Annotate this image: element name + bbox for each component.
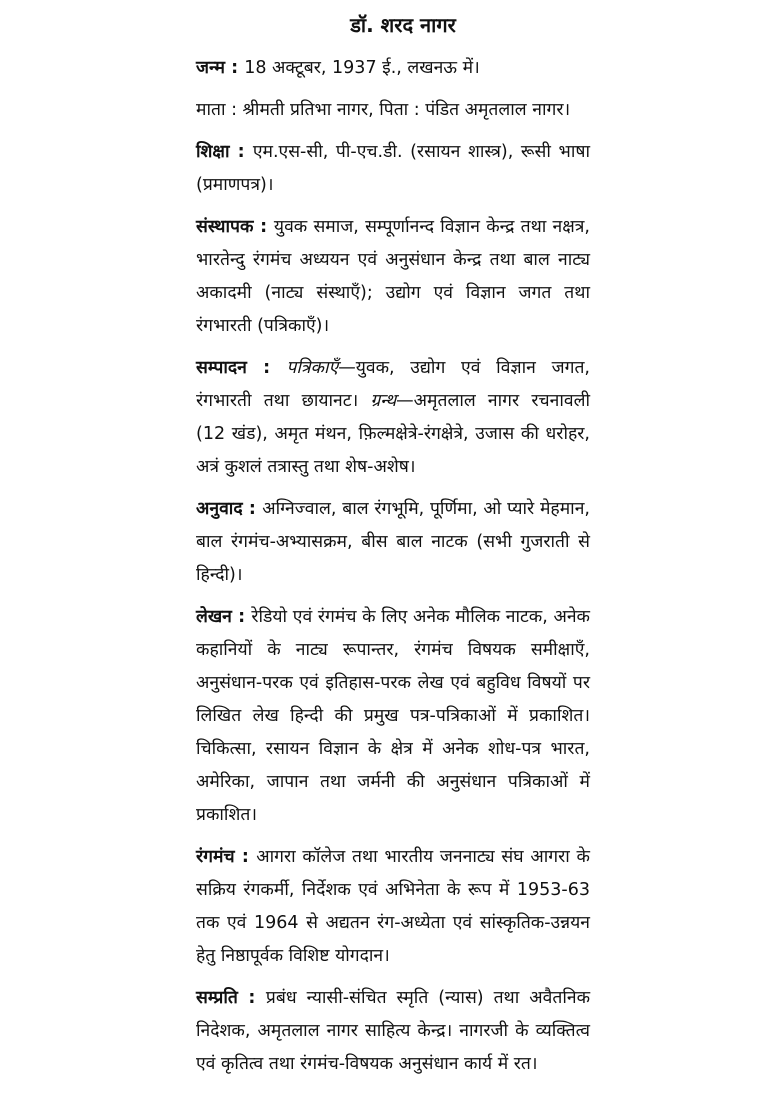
section-theatre-separator: :	[234, 847, 257, 867]
section-theatre-text: आगरा कॉलेज तथा भारतीय जननाट्य संघ आगरा के सक्रिय रंगकर्मी, निर्देशक एवं अभिनेता के रूप में 1953-63 तक एवं 1964 से अद्यतन रंग-अध्येता एवं सांस्कृतिक-उन्नयन हेतु निष्ठापूर्वक विशिष्ट योगदान।	[196, 847, 590, 966]
section-translation-separator: :	[242, 499, 263, 519]
section-writing-text: रेडियो एवं रंगमंच के लिए अनेक मौलिक नाटक, अनेक कहानियों के नाट्य रूपान्तर, रंगमंच विषयक समीक्षाएँ, अनुसंधान-परक एवं इतिहास-परक लेख एवं बहुविध विषयों पर लिखित लेख हिन्दी की प्रमुख पत्र-पत्रिकाओं में प्रकाशित। चिकित्सा, रसायन विज्ञान के क्षेत्र में अनेक शोध-पत्र भारत, अमेरिका, जापान तथा जर्मनी की अनुसंधान पत्रिकाओं में प्रकाशित।	[196, 607, 590, 825]
section-birth-separator: :	[225, 58, 245, 78]
section-education-label: शिक्षा	[196, 142, 230, 162]
section-founder-label: संस्थापक	[196, 217, 254, 237]
section-parents	[196, 94, 590, 127]
section-editing-separator: :	[246, 358, 287, 378]
section-editing-books-text: —अमृतलाल नागर रचनावली (12 खंड), अमृत मंथन, फ़िल्मक्षेत्रे-रंगक्षेत्रे, उजास की धरोहर, अत्रं कुशलं तत्रास्तु तथा शेष-अशेष।	[196, 391, 590, 477]
section-current-text: प्रबंध न्यासी-संचित स्मृति (न्यास) तथा अवैतनिक निदेशक, अमृतलाल नागर साहित्य केन्द्र। नागरजी के व्यक्तित्व एवं कृतित्व तथा रंगमंच-विषयक अनुसंधान कार्य में रत।	[196, 988, 591, 1074]
section-editing-label: सम्पादन	[196, 358, 247, 378]
section-parents-text: माता : श्रीमती प्रतिभा नागर, पिता : पंडित अमृतलाल नागर।	[196, 100, 571, 120]
section-founder-text: युवक समाज, सम्पूर्णानन्द विज्ञान केन्द्र तथा नक्षत्र, भारतेन्दु रंगमंच अध्ययन एवं अनुसंधान केन्द्र तथा बाल नाट्य अकादमी (नाट्य संस्थाएँ); उद्योग एवं विज्ञान जगत तथा रंगभारती (पत्रिकाएँ)।	[196, 217, 590, 336]
section-founder-separator: :	[253, 217, 274, 237]
section-editing-books-heading: ग्रन्थ	[370, 391, 397, 411]
section-writing-separator: :	[231, 607, 252, 627]
section-birth	[196, 52, 590, 85]
section-translation-text: अग्निज्वाल, बाल रंगभूमि, पूर्णिमा, ओ प्यारे मेहमान, बाल रंगमंच-अभ्यासक्रम, बीस बाल नाटक (सभी गुजराती से हिन्दी)।	[196, 499, 590, 585]
section-editing-journals-heading: पत्रिकाएँ	[286, 358, 339, 378]
section-education-text: एम.एस-सी, पी-एच.डी. (रसायन शास्त्र), रूसी भाषा (प्रमाणपत्र)।	[196, 142, 590, 195]
biography-page	[196, 10, 590, 1090]
section-education-separator: :	[229, 142, 253, 162]
section-founder	[196, 211, 590, 343]
section-translation-label: अनुवाद	[196, 499, 243, 519]
section-translation	[196, 493, 590, 592]
section-current-label: सम्प्रति	[196, 988, 238, 1008]
page-title: डॉ. शरद नागर	[350, 13, 456, 37]
section-current	[196, 982, 590, 1081]
section-birth-text: 18 अक्टूबर, 1937 ई., लखनऊ में।	[244, 58, 480, 78]
section-theatre	[196, 841, 590, 973]
section-writing	[196, 601, 590, 832]
section-writing-label: लेखन	[196, 607, 232, 627]
section-editing-journals-text: —युवक, उद्योग एवं विज्ञान जगत, रंगभारती तथा छायानट।	[196, 358, 590, 411]
section-education	[196, 136, 590, 202]
section-current-separator: :	[237, 988, 266, 1008]
section-editing	[196, 352, 590, 484]
section-theatre-label: रंगमंच	[196, 847, 235, 867]
section-birth-label: जन्म	[196, 58, 226, 78]
